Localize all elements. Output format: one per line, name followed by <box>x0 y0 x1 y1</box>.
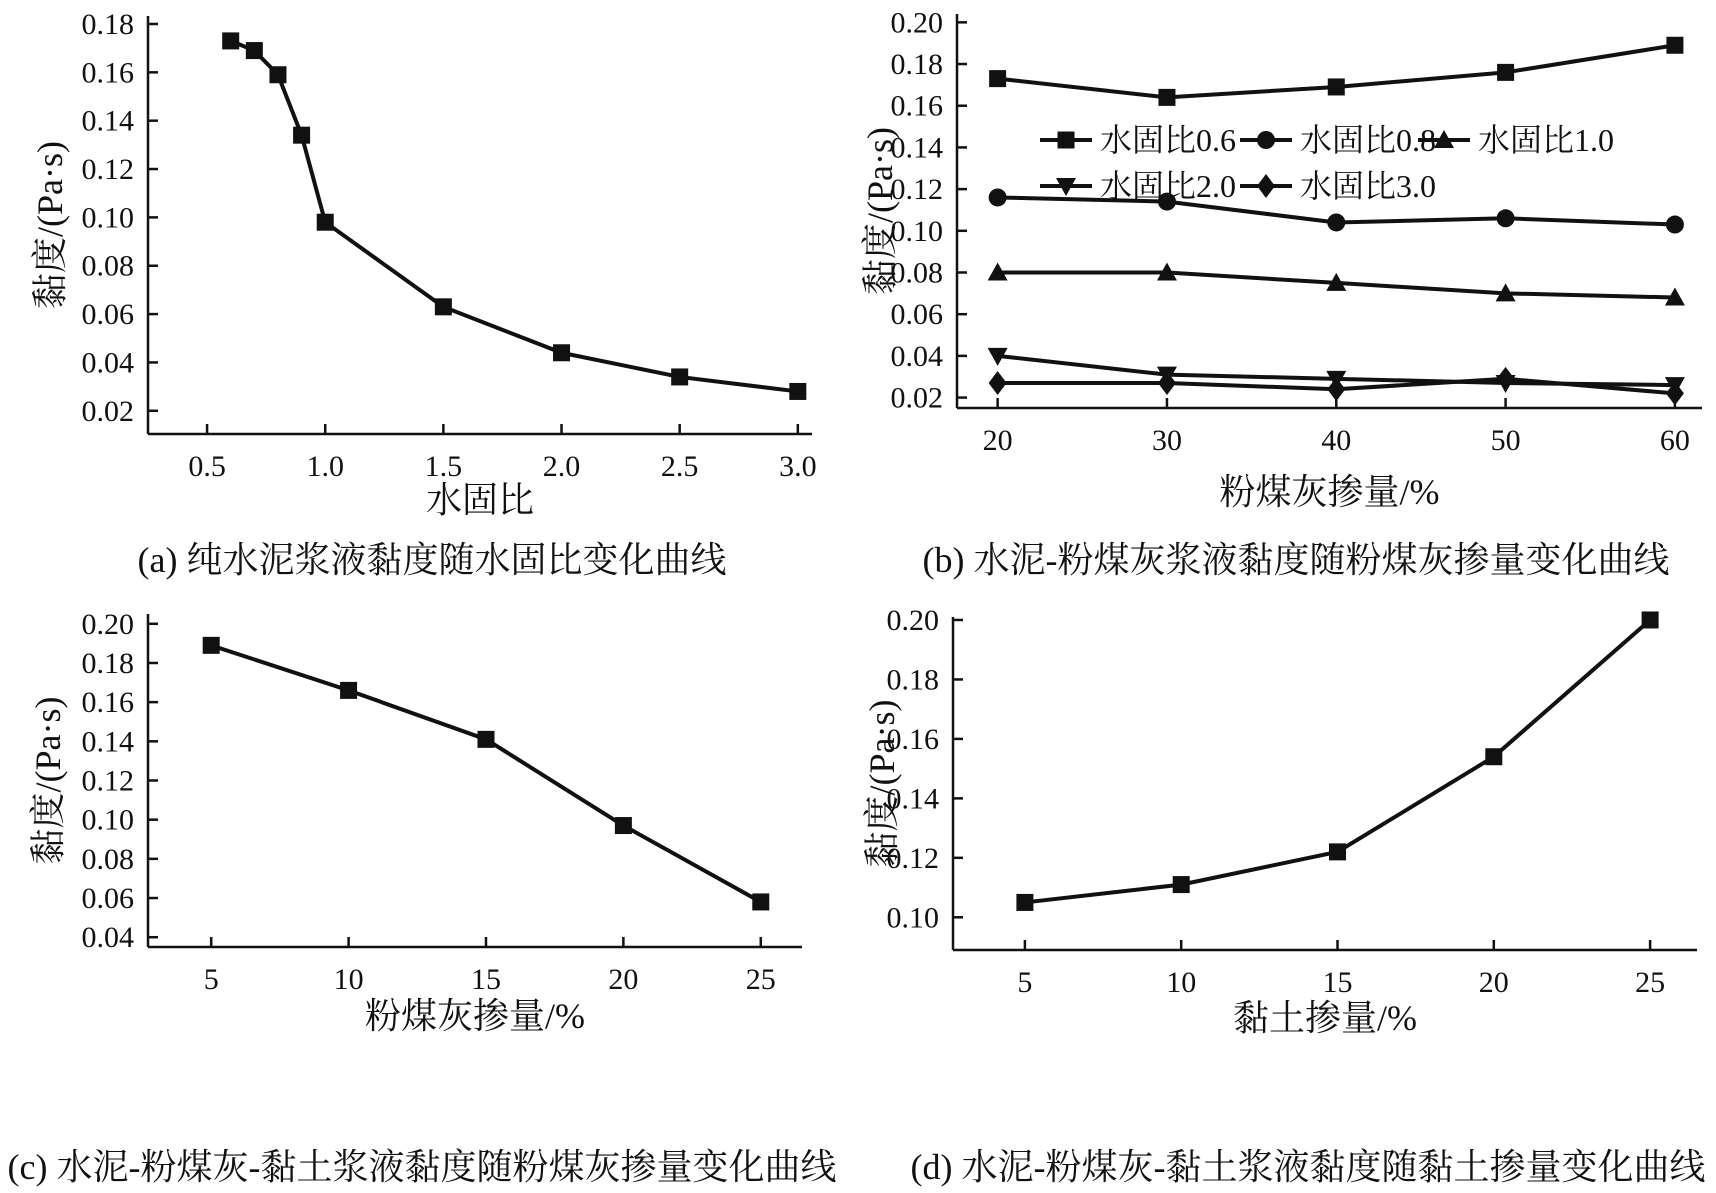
legend-entry-label: 水固比2.0 <box>1100 168 1237 204</box>
chart-a-canvas <box>0 0 858 590</box>
x-tick-label: 1.5 <box>424 450 463 483</box>
data-point-marker <box>1327 213 1345 231</box>
x-tick-label: 20 <box>1478 966 1509 999</box>
y-tick-label: 0.10 <box>890 214 943 248</box>
data-point-marker <box>1642 611 1659 628</box>
y-tick-label: 0.14 <box>886 782 939 816</box>
y-tick-label: 0.10 <box>81 803 134 837</box>
data-point-marker <box>1173 876 1190 893</box>
data-point-marker <box>1666 37 1683 54</box>
data-point-marker <box>246 42 263 59</box>
y-axis-title: 黏度/(Pa·s) <box>30 141 70 309</box>
y-tick-label: 0.06 <box>81 298 134 332</box>
x-tick-label: 25 <box>745 963 776 996</box>
legend-marker <box>1058 132 1075 149</box>
x-tick-label: 15 <box>1322 966 1353 999</box>
data-point-marker <box>203 637 220 654</box>
x-tick-label: 25 <box>1635 966 1666 999</box>
data-point-marker <box>1497 64 1514 81</box>
y-tick-label: 0.16 <box>81 686 134 720</box>
legend-entry-label: 水固比0.6 <box>1100 122 1237 158</box>
y-tick-label: 0.12 <box>890 173 943 207</box>
x-tick-label: 10 <box>333 963 364 996</box>
panel-b <box>858 0 1716 590</box>
x-tick-label: 2.0 <box>542 450 581 483</box>
y-tick-label: 0.20 <box>81 607 134 641</box>
legend-entry-label: 水固比0.8 <box>1300 122 1437 158</box>
y-tick-label: 0.08 <box>81 842 134 876</box>
y-tick-label: 0.20 <box>890 6 943 40</box>
y-tick-label: 0.18 <box>886 663 939 697</box>
data-point-marker <box>269 66 286 83</box>
y-tick-label: 0.16 <box>81 56 134 90</box>
y-tick-label: 0.10 <box>886 901 939 935</box>
y-tick-label: 0.14 <box>81 725 134 759</box>
data-point-marker <box>989 188 1007 206</box>
x-tick-label: 5 <box>1017 966 1033 999</box>
data-point-marker <box>789 383 806 400</box>
x-axis-title: 粉煤灰掺量/% <box>1219 472 1440 512</box>
data-line <box>231 41 798 392</box>
data-point-marker <box>340 682 357 699</box>
y-tick-label: 0.02 <box>81 394 134 428</box>
data-point-marker <box>1497 367 1515 391</box>
data-point-marker <box>553 344 570 361</box>
data-point-marker <box>435 298 452 315</box>
data-point-marker <box>1329 843 1346 860</box>
caption-d: (d) 水泥-粉煤灰-黏土浆液黏度随黏土掺量变化曲线 <box>910 1147 1706 1187</box>
caption-b: (b) 水泥-粉煤灰浆液黏度随粉煤灰掺量变化曲线 <box>922 540 1670 580</box>
y-tick-label: 0.18 <box>890 48 943 82</box>
data-point-marker <box>1497 209 1515 227</box>
x-axis-title: 黏土掺量/% <box>1233 998 1417 1038</box>
caption-a: (a) 纯水泥浆液黏度随水固比变化曲线 <box>137 540 727 580</box>
x-tick-label: 30 <box>1151 424 1182 457</box>
x-tick-label: 1.0 <box>306 450 344 483</box>
data-point-marker <box>671 368 688 385</box>
x-tick-label: 0.5 <box>188 450 226 483</box>
data-point-marker <box>222 32 239 49</box>
x-tick-label: 20 <box>982 424 1013 457</box>
x-tick-label: 20 <box>608 963 639 996</box>
chart-c-canvas <box>0 590 858 1193</box>
data-point-marker <box>1016 894 1033 911</box>
data-point-marker <box>317 214 334 231</box>
y-axis-title: 黏度/(Pa·s) <box>28 696 68 865</box>
x-tick-label: 15 <box>470 963 501 996</box>
y-tick-label: 0.10 <box>81 201 134 235</box>
y-axis-title: 黏度/(Pa·s) <box>860 127 900 295</box>
y-axis-title: 黏度/(Pa·s) <box>862 699 902 868</box>
y-tick-label: 0.12 <box>81 764 134 798</box>
x-tick-label: 10 <box>1166 966 1197 999</box>
x-tick-label: 40 <box>1321 424 1352 457</box>
y-tick-label: 0.04 <box>81 346 134 380</box>
data-point-marker <box>1328 78 1345 95</box>
y-tick-label: 0.20 <box>886 603 939 637</box>
y-tick-label: 0.16 <box>886 722 939 756</box>
data-point-marker <box>477 731 494 748</box>
legend-marker <box>1257 131 1275 149</box>
y-tick-label: 0.12 <box>886 841 939 875</box>
legend-entry-label: 水固比3.0 <box>1300 168 1437 204</box>
x-tick-label: 5 <box>203 963 219 996</box>
chart-d-canvas <box>858 590 1716 1193</box>
y-tick-label: 0.18 <box>81 7 134 41</box>
legend-entry-label: 水固比1.0 <box>1478 122 1615 158</box>
y-tick-label: 0.14 <box>890 131 943 165</box>
y-tick-label: 0.04 <box>890 339 943 373</box>
y-tick-label: 0.08 <box>890 256 943 290</box>
data-point-marker <box>752 893 769 910</box>
caption-c: (c) 水泥-粉煤灰-黏土浆液黏度随粉煤灰掺量变化曲线 <box>7 1147 837 1187</box>
y-tick-label: 0.14 <box>81 104 134 138</box>
y-tick-label: 0.06 <box>890 298 943 332</box>
data-point-marker <box>615 817 632 834</box>
data-point-marker <box>989 371 1007 395</box>
panel-a <box>0 0 858 590</box>
y-tick-label: 0.02 <box>890 381 943 415</box>
x-tick-label: 50 <box>1490 424 1521 457</box>
data-point-marker <box>293 127 310 144</box>
y-tick-label: 0.12 <box>81 153 134 187</box>
x-axis-title: 水固比 <box>425 480 535 520</box>
data-point-marker <box>1158 89 1175 106</box>
data-point-marker <box>989 70 1006 87</box>
data-point-marker <box>1485 748 1502 765</box>
panel-c <box>0 590 858 1193</box>
x-tick-label: 2.5 <box>660 450 699 483</box>
panel-d <box>858 590 1716 1193</box>
legend-marker <box>1257 174 1275 198</box>
x-axis-title: 粉煤灰掺量/% <box>365 996 585 1036</box>
x-tick-label: 60 <box>1659 424 1690 457</box>
x-tick-label: 3.0 <box>779 450 817 483</box>
y-tick-label: 0.08 <box>81 249 134 283</box>
chart-b-canvas <box>858 0 1716 590</box>
y-tick-label: 0.16 <box>890 89 943 123</box>
y-tick-label: 0.06 <box>81 882 134 916</box>
y-tick-label: 0.18 <box>81 646 134 680</box>
data-line <box>211 645 761 902</box>
y-tick-label: 0.04 <box>81 921 134 955</box>
data-point-marker <box>1666 216 1684 234</box>
